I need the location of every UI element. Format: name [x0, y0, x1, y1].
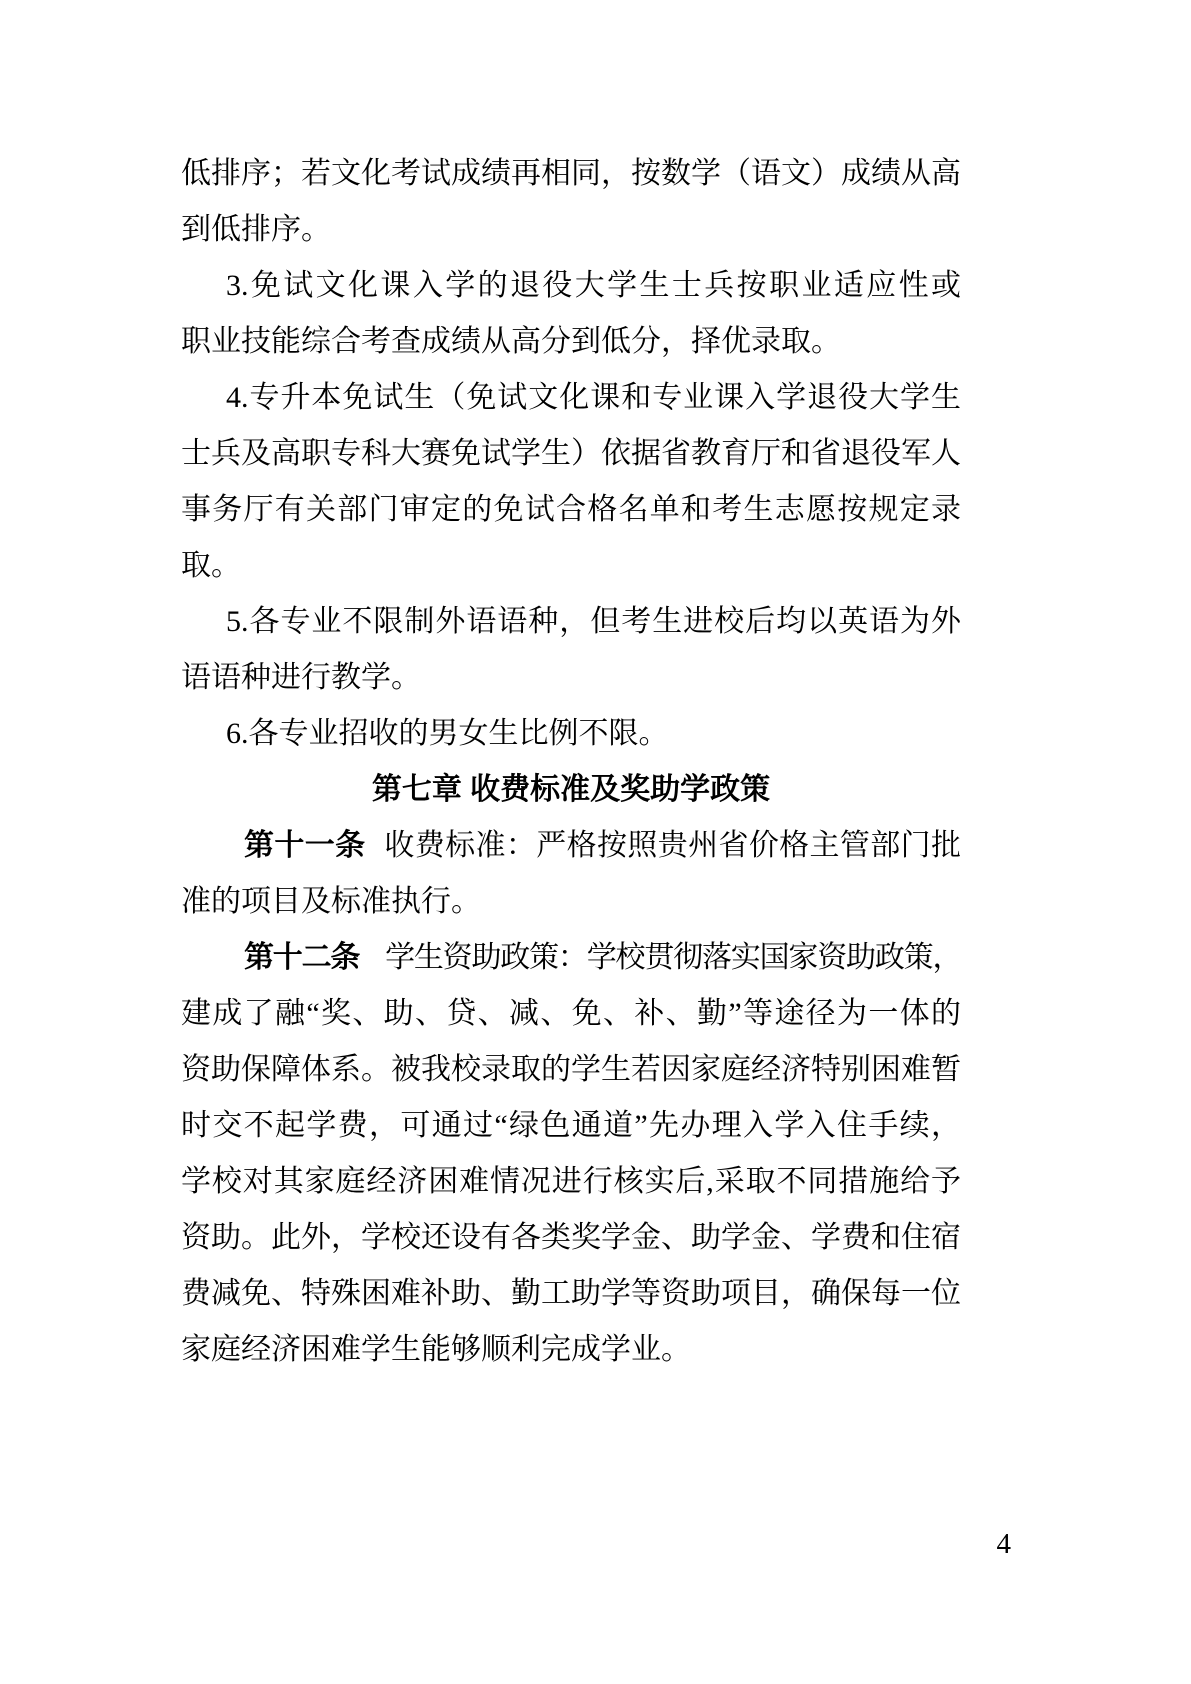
- text-line: [181, 370, 961, 426]
- text-line: [181, 818, 961, 874]
- text-line: [181, 1098, 961, 1154]
- line-text: 士兵及高职专科大赛免试学生）依据省教育厅和省退役军人: [181, 437, 961, 470]
- text-line: [181, 426, 961, 482]
- line-text: 准的项目及标准执行。: [181, 885, 481, 918]
- line-text: 到低排序。: [181, 213, 331, 246]
- text-line: [181, 146, 961, 202]
- text-line: [181, 650, 961, 706]
- text-line: [181, 258, 961, 314]
- line-text: 学校对其家庭经济困难情况进行核实后,采取不同措施给予: [181, 1165, 961, 1198]
- line-text: 资助。此外，学校还设有各类奖学金、助学金、学费和住宿: [181, 1221, 961, 1254]
- article-number: 第十一条: [244, 829, 366, 862]
- text-line: [181, 1322, 961, 1378]
- text-line: [181, 930, 961, 986]
- line-text: 职业技能综合考查成绩从高分到低分，择优录取。: [181, 325, 841, 358]
- text-line: [181, 538, 961, 594]
- text-line: [181, 594, 961, 650]
- line-text: 建成了融“奖、助、贷、减、免、补、勤”等途径为一体的: [181, 997, 961, 1030]
- text-line: [181, 1266, 961, 1322]
- chapter-heading: [181, 762, 961, 818]
- text-line: [181, 1210, 961, 1266]
- line-text: 时交不起学费，可通过“绿色通道”先办理入学入住手续，: [181, 1109, 961, 1142]
- line-text: 费减免、特殊困难补助、勤工助学等资助项目，确保每一位: [181, 1277, 961, 1310]
- text-block: [181, 146, 961, 1378]
- page-number: 4: [996, 1528, 1011, 1560]
- line-text: 5.各专业不限制外语语种，但考生进校后均以英语为外: [226, 605, 961, 638]
- text-line: [181, 482, 961, 538]
- text-line: [181, 706, 961, 762]
- text-line: [181, 1042, 961, 1098]
- line-text: 事务厅有关部门审定的免试合格名单和考生志愿按规定录: [181, 493, 961, 526]
- text-line: [181, 202, 961, 258]
- line-text: 资助保障体系。被我校录取的学生若因家庭经济特别困难暂: [181, 1053, 961, 1086]
- text-line: [181, 314, 961, 370]
- line-text: 第七章 收费标准及奖助学政策: [371, 773, 771, 806]
- text-line: [181, 874, 961, 930]
- line-text: 低排序；若文化考试成绩再相同，按数学（语文）成绩从高: [181, 157, 961, 190]
- line-text: 家庭经济困难学生能够顺利完成学业。: [181, 1333, 691, 1366]
- line-text: 语语种进行教学。: [181, 661, 421, 694]
- line-text: 取。: [181, 549, 241, 582]
- line-text: 学生资助政策：学校贯彻落实国家资助政策，: [384, 941, 961, 974]
- line-text: 3.免试文化课入学的退役大学生士兵按职业适应性或: [226, 269, 961, 302]
- text-line: [181, 986, 961, 1042]
- article-number: 第十二条: [244, 941, 360, 974]
- text-line: [181, 1154, 961, 1210]
- line-text: 6.各专业招收的男女生比例不限。: [226, 717, 669, 750]
- line-text: 收费标准：严格按照贵州省价格主管部门批: [384, 829, 962, 862]
- line-text: 4.专升本免试生（免试文化课和专业课入学退役大学生: [226, 381, 961, 414]
